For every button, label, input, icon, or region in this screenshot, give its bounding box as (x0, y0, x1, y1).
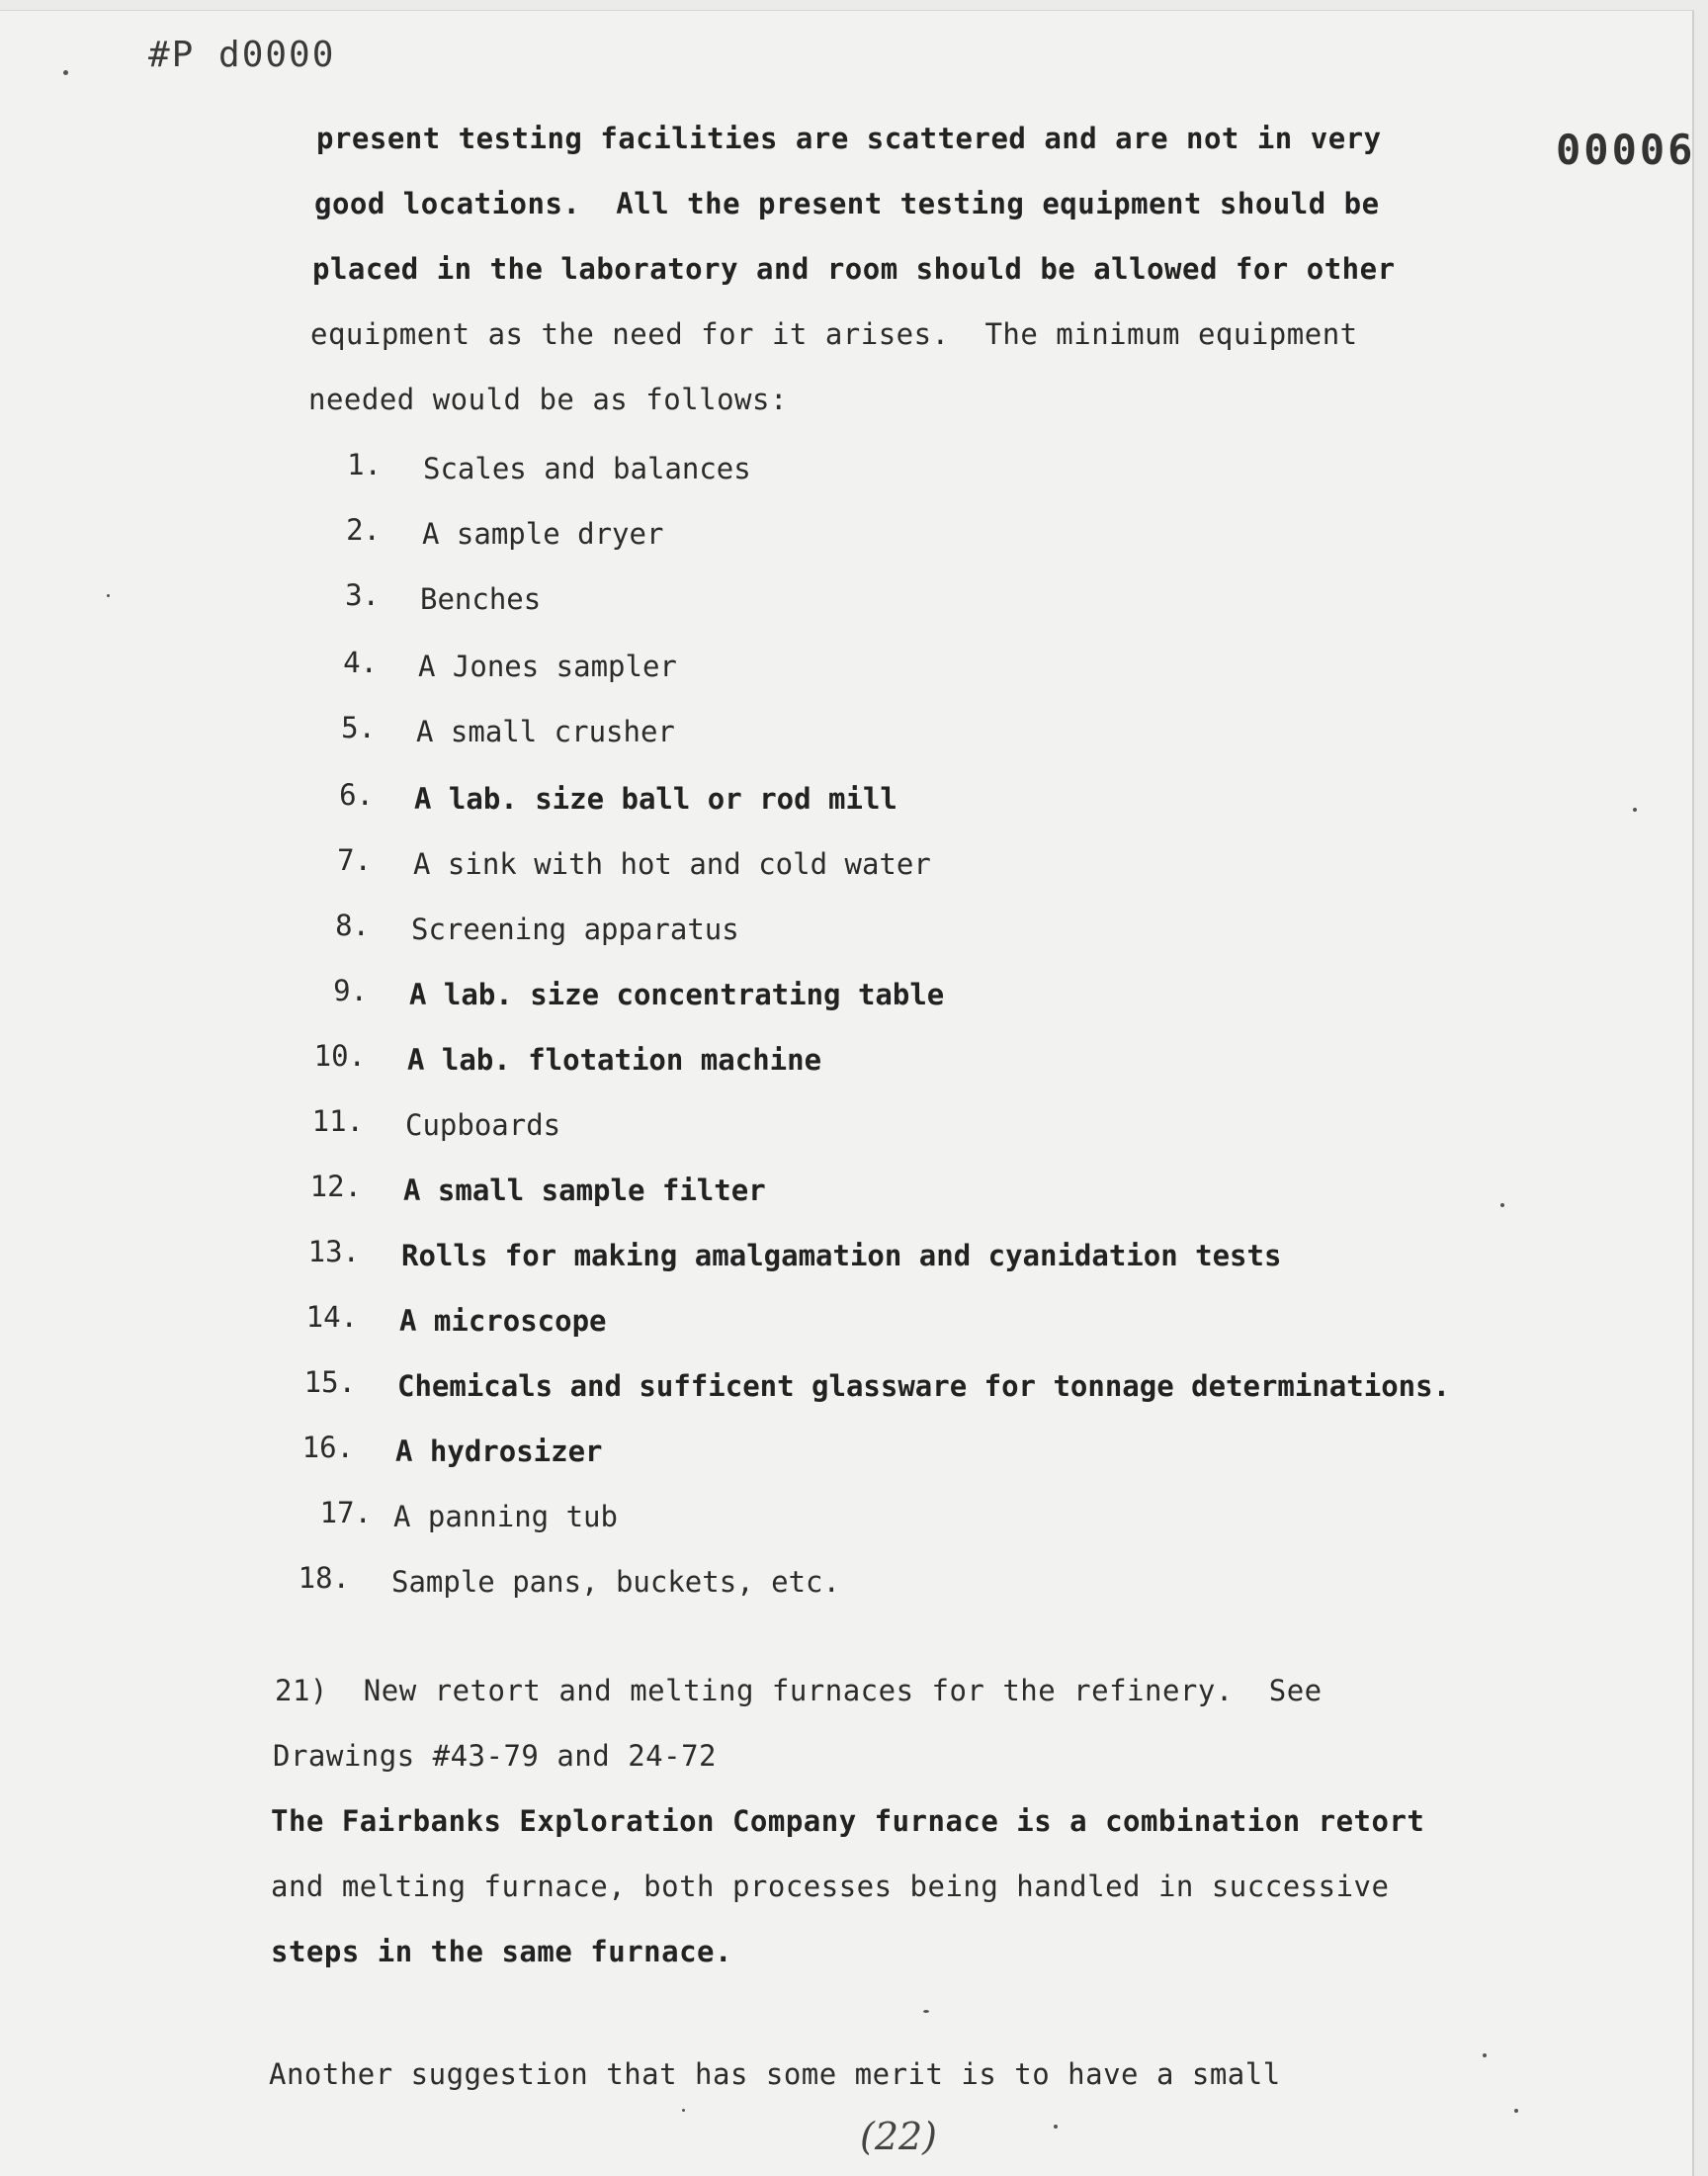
scan-speck (1514, 2109, 1518, 2113)
section-21-drawings: Drawings #43-79 and 24-72 (273, 1739, 717, 1773)
paragraph-line: placed in the laboratory and room should be allowed for other (312, 252, 1396, 286)
list-item-number: 11. (311, 1104, 364, 1138)
list-item-text: Sample pans, buckets, etc. (391, 1565, 840, 1599)
document-page (0, 10, 1694, 2176)
list-item-number: 3. (345, 578, 380, 612)
scan-speck (1500, 1203, 1504, 1207)
list-item-text: A sample dryer (422, 517, 664, 551)
list-item-number: 7. (337, 843, 372, 877)
list-item-number: 9. (333, 974, 368, 1007)
page-number: (22) (860, 2115, 938, 2158)
list-item-text: A lab. size ball or rod mill (414, 782, 897, 816)
list-item-number: 12. (309, 1170, 362, 1203)
list-item-number: 4. (343, 646, 378, 679)
list-item-text: Chemicals and sufficent glassware for tonnage determinations. (397, 1369, 1451, 1403)
list-item-text: A Jones sampler (418, 650, 677, 683)
list-item-text: Screening apparatus (411, 913, 739, 946)
section-21-paragraph-line: steps in the same furnace. (271, 1935, 732, 1968)
list-item-text: Cupboards (405, 1108, 561, 1142)
paragraph-line: equipment as the need for it arises. The minimum equipment (310, 317, 1358, 351)
archive-stamp: #P d0000 (148, 35, 336, 75)
section-21-paragraph-line: The Fairbanks Exploration Company furnace is a combination retort (271, 1804, 1425, 1838)
paragraph-line: needed would be as follows: (308, 383, 788, 416)
list-item-number: 1. (347, 448, 382, 481)
scan-speck (63, 70, 68, 75)
list-item-text: A hydrosizer (395, 1435, 603, 1468)
list-item-text: Rolls for making amalgamation and cyanidation tests (401, 1239, 1282, 1272)
scan-speck (1054, 2125, 1058, 2129)
paragraph-line: present testing facilities are scattered and are not in very (316, 122, 1382, 155)
list-item-number: 10. (313, 1039, 366, 1073)
scan-speck (1483, 2053, 1487, 2057)
scan-speck (682, 2109, 685, 2112)
list-item-number: 16. (301, 1431, 354, 1464)
list-item-number: 17. (319, 1496, 372, 1529)
list-item-text: A panning tub (393, 1500, 618, 1533)
list-item-number: 5. (341, 711, 376, 744)
list-item-number: 14. (305, 1300, 358, 1334)
list-item-text: A lab. flotation machine (407, 1043, 822, 1077)
list-item-number: 15. (303, 1365, 356, 1399)
section-21-heading: 21) New retort and melting furnaces for the refinery. See (275, 1674, 1323, 1707)
scan-speck (923, 2010, 929, 2013)
page-code: 00006 (1556, 126, 1696, 174)
list-item-number: 13. (307, 1235, 360, 1268)
list-item-text: A small crusher (416, 715, 675, 748)
list-item-text: A lab. size concentrating table (409, 978, 945, 1011)
list-item-text: Benches (420, 582, 542, 616)
list-item-number: 6. (339, 778, 374, 812)
list-item-text: A microscope (399, 1304, 607, 1338)
section-21-paragraph-line: and melting furnace, both processes being handled in successive (271, 1870, 1390, 1903)
list-item-number: 8. (335, 909, 370, 942)
list-item-number: 2. (346, 513, 381, 547)
section-21-last-line: Another suggestion that has some merit is to have a small (269, 2057, 1281, 2091)
list-item-text: A sink with hot and cold water (413, 847, 931, 881)
list-item-text: Scales and balances (423, 452, 751, 485)
scan-speck (107, 594, 110, 597)
list-item-text: A small sample filter (403, 1174, 766, 1207)
list-item-number: 18. (298, 1561, 350, 1595)
scan-speck (1633, 808, 1637, 812)
paragraph-line: good locations. All the present testing equipment should be (314, 187, 1380, 220)
